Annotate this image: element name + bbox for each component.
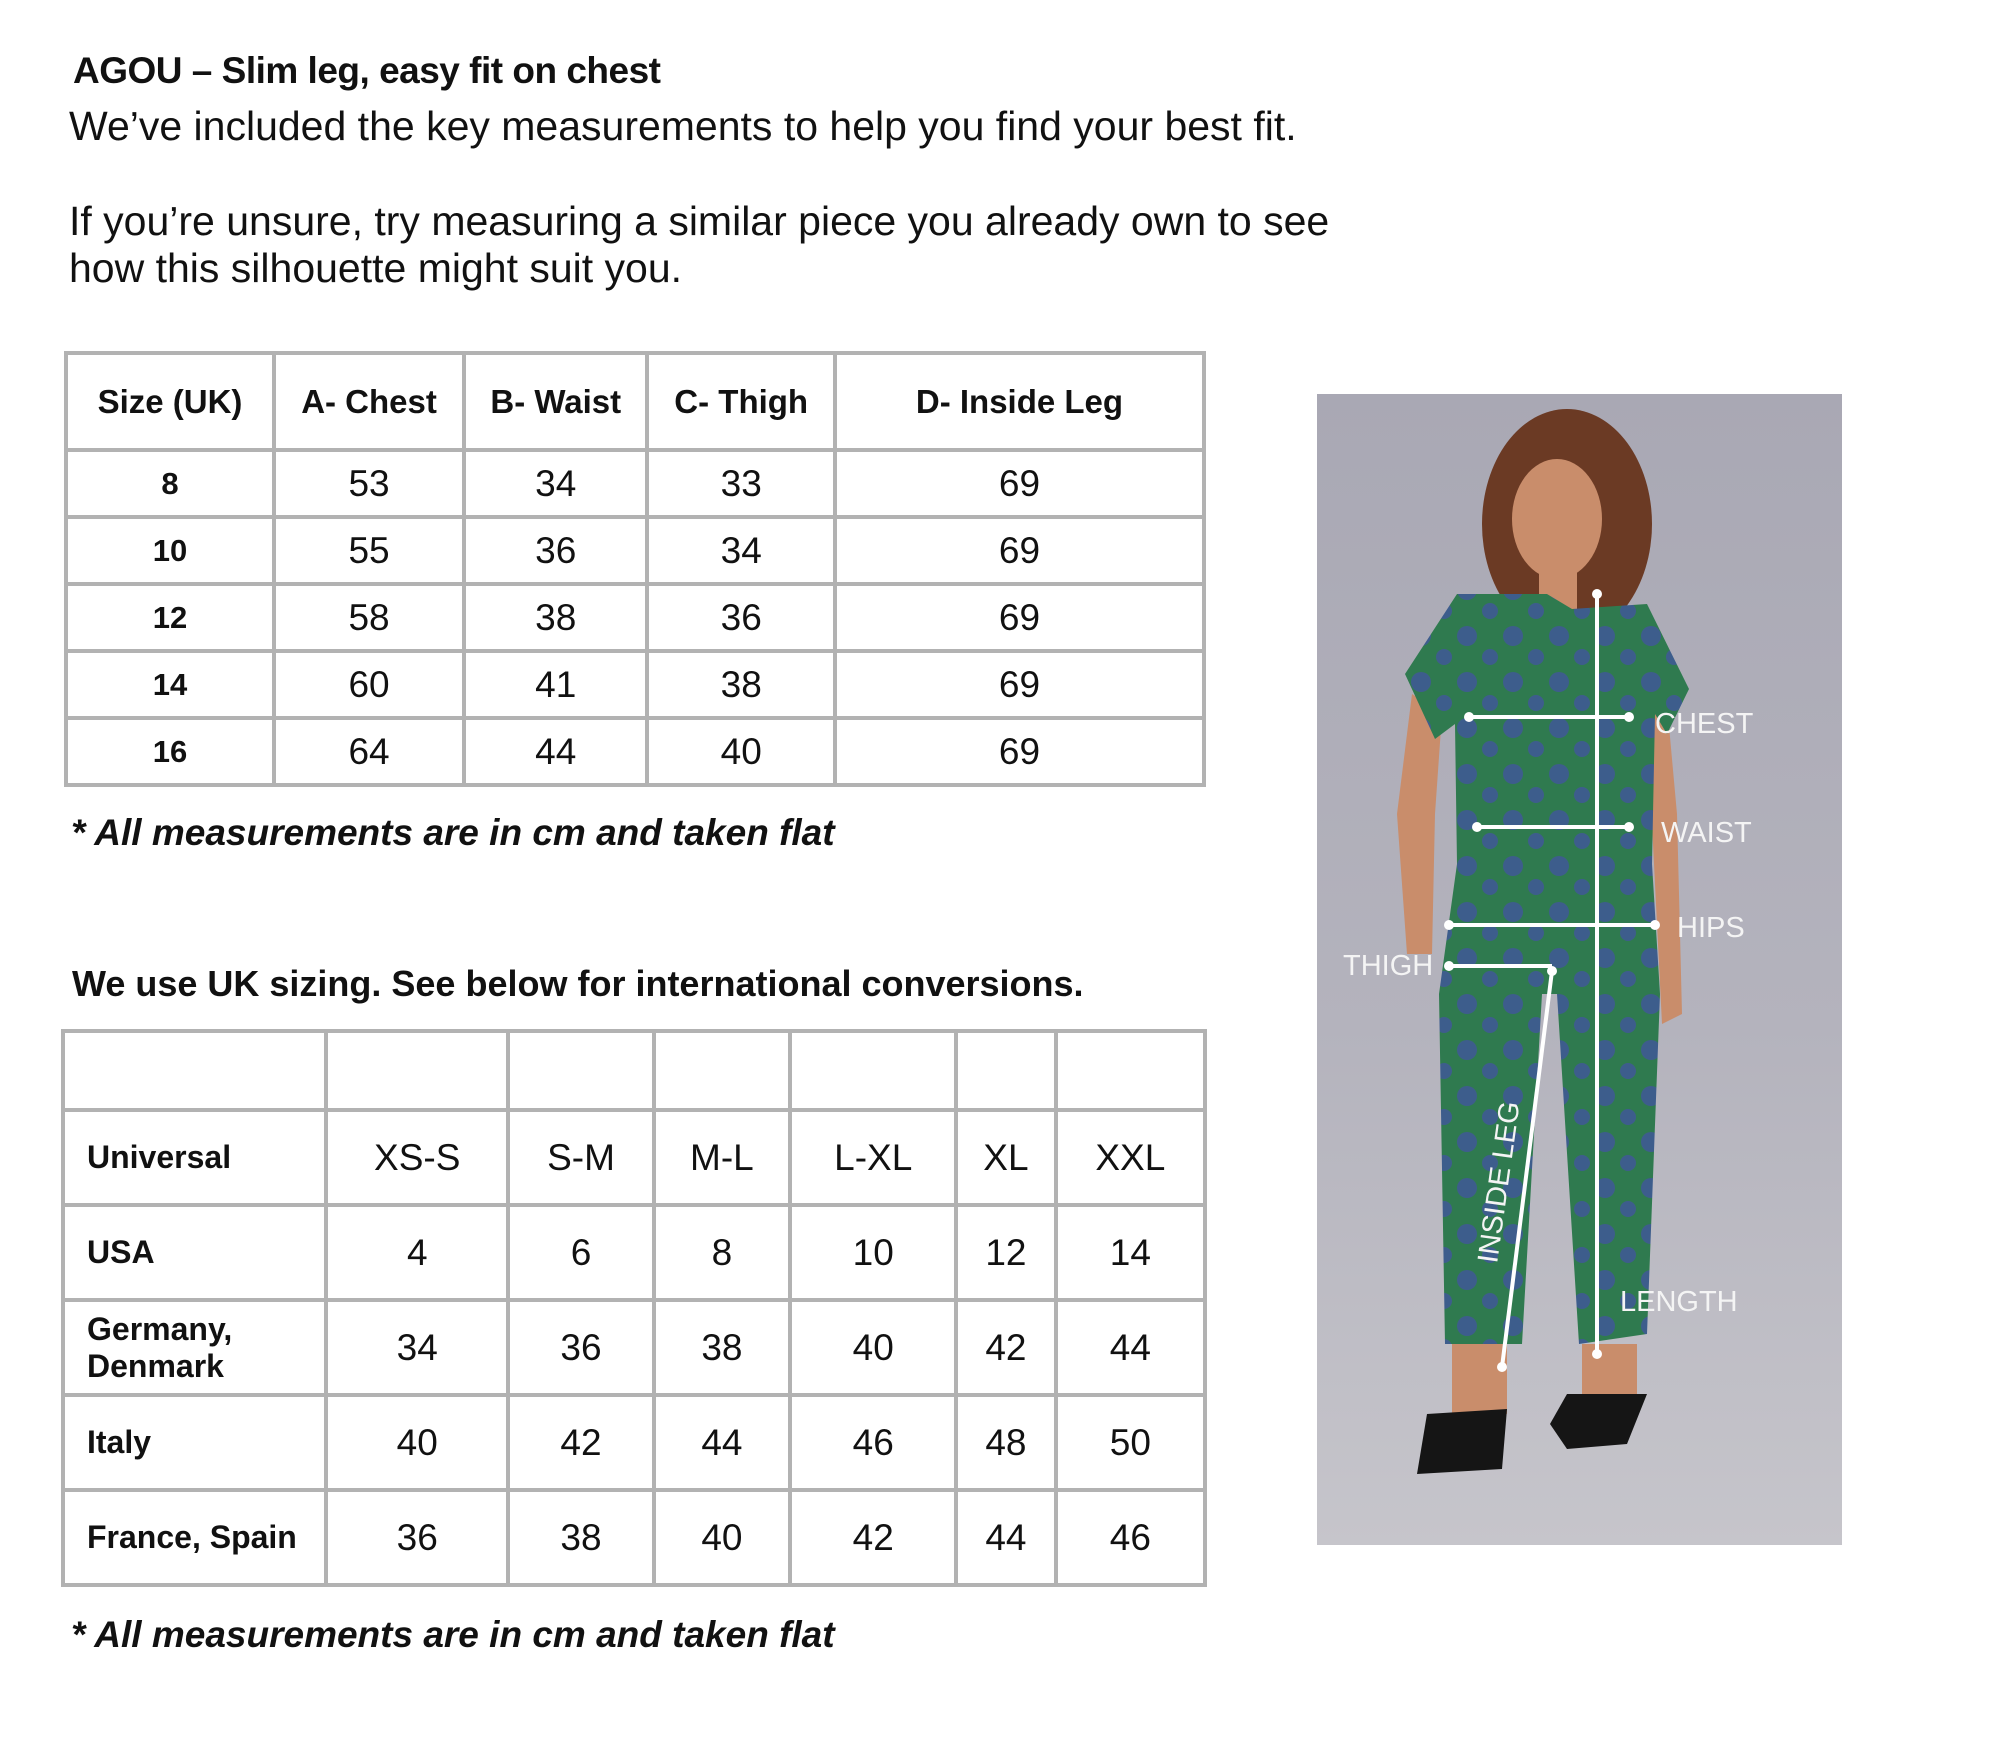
face [1512,459,1602,579]
table-row [63,1300,1205,1395]
conversion-intro: We use UK sizing. See below for international conversions. [72,963,1084,1004]
model-illustration [1317,394,1842,1545]
page-title: AGOU – Slim leg, easy fit on chest [73,50,661,91]
chest-cell: 64 [274,718,464,785]
thigh-cell: 33 [647,450,835,517]
intro-text: We’ve included the key measurements to help you find your best fit. [69,103,1297,149]
length-label: LENGTH [1620,1286,1738,1318]
inside-leg-cell: 69 [835,450,1204,517]
table-row [63,1395,1205,1490]
waist-cell: 44 [464,718,647,785]
size-cell: 40 [790,1300,956,1395]
size-cell: 42 [508,1395,653,1490]
empty-cell [508,1031,653,1110]
table-row [66,450,1204,517]
table-row [66,517,1204,584]
size-cell: 8 [66,450,274,517]
size-cell: 50 [1056,1395,1205,1490]
empty-cell [790,1031,956,1110]
inside-leg-cell: 69 [835,517,1204,584]
table-row [66,718,1204,785]
size-cell: L-XL [790,1110,956,1205]
table-row [63,1490,1205,1585]
empty-cell [63,1031,326,1110]
header-thigh: C- Thigh [647,353,835,450]
size-cell: 38 [654,1300,791,1395]
conversion-table [61,1029,1207,1587]
size-cell: 14 [1056,1205,1205,1300]
header-chest: A- Chest [274,353,464,450]
header-inside-leg: D- Inside Leg [835,353,1204,450]
size-cell: 38 [508,1490,653,1585]
intro-hint-text: If you’re unsure, try measuring a similar piece you already own to see how this silhouette might suit you. [69,198,1330,291]
size-cell: XS-S [326,1110,508,1205]
size-cell: 12 [66,584,274,651]
inside-leg-cell: 69 [835,651,1204,718]
size-cell: 36 [508,1300,653,1395]
empty-cell [1056,1031,1205,1110]
region-cell: Germany, Denmark [63,1300,326,1395]
table-row [66,651,1204,718]
size-cell: 36 [326,1490,508,1585]
chest-cell: 60 [274,651,464,718]
waist-cell: 36 [464,517,647,584]
size-cell: 16 [66,718,274,785]
inside-leg-cell: 69 [835,584,1204,651]
waist-label: WAIST [1661,817,1752,849]
left-ankle [1452,1344,1507,1414]
header-size: Size (UK) [66,353,274,450]
table-row [66,584,1204,651]
chest-label: CHEST [1655,708,1754,740]
size-cell: 46 [790,1395,956,1490]
size-cell: XXL [1056,1110,1205,1205]
measurement-note: * All measurements are in cm and taken flat [71,1614,835,1655]
size-cell: 40 [654,1490,791,1585]
chest-cell: 58 [274,584,464,651]
size-cell: 42 [956,1300,1055,1395]
model-photo [1317,394,1842,1545]
empty-cell [326,1031,508,1110]
chest-cell: 53 [274,450,464,517]
size-cell: 34 [326,1300,508,1395]
size-cell: 6 [508,1205,653,1300]
size-cell: 10 [66,517,274,584]
jumpsuit-legs [1439,864,1660,1344]
size-table-header [66,353,1204,450]
size-cell: 14 [66,651,274,718]
size-cell: 44 [956,1490,1055,1585]
right-shoe [1550,1394,1647,1449]
table-row [63,1110,1205,1205]
waist-cell: 34 [464,450,647,517]
size-cell: 8 [654,1205,791,1300]
thigh-cell: 38 [647,651,835,718]
header-waist: B- Waist [464,353,647,450]
thigh-cell: 34 [647,517,835,584]
measurement-note: * All measurements are in cm and taken flat [71,812,835,853]
hips-label: HIPS [1677,912,1745,944]
inside-leg-cell: 69 [835,718,1204,785]
size-cell: 12 [956,1205,1055,1300]
size-cell: 48 [956,1395,1055,1490]
jumpsuit-top [1405,594,1689,864]
table-row [63,1031,1205,1110]
empty-cell [654,1031,791,1110]
left-shoe [1417,1409,1507,1474]
right-ankle [1582,1344,1637,1399]
size-cell: 40 [326,1395,508,1490]
region-cell: Italy [63,1395,326,1490]
waist-cell: 41 [464,651,647,718]
table-row [63,1205,1205,1300]
thigh-cell: 36 [647,584,835,651]
chest-cell: 55 [274,517,464,584]
size-cell: 4 [326,1205,508,1300]
size-cell: S-M [508,1110,653,1205]
region-cell: USA [63,1205,326,1300]
waist-cell: 38 [464,584,647,651]
size-cell: 46 [1056,1490,1205,1585]
size-cell: 44 [654,1395,791,1490]
inside-leg-label: INSIDE LEG [1472,1099,1527,1265]
size-cell: XL [956,1110,1055,1205]
size-table [64,351,1206,787]
region-cell: France, Spain [63,1490,326,1585]
size-cell: 44 [1056,1300,1205,1395]
size-cell: 10 [790,1205,956,1300]
empty-cell [956,1031,1055,1110]
thigh-cell: 40 [647,718,835,785]
region-cell: Universal [63,1110,326,1205]
size-cell: 42 [790,1490,956,1585]
size-cell: M-L [654,1110,791,1205]
thigh-label: THIGH [1343,950,1434,982]
